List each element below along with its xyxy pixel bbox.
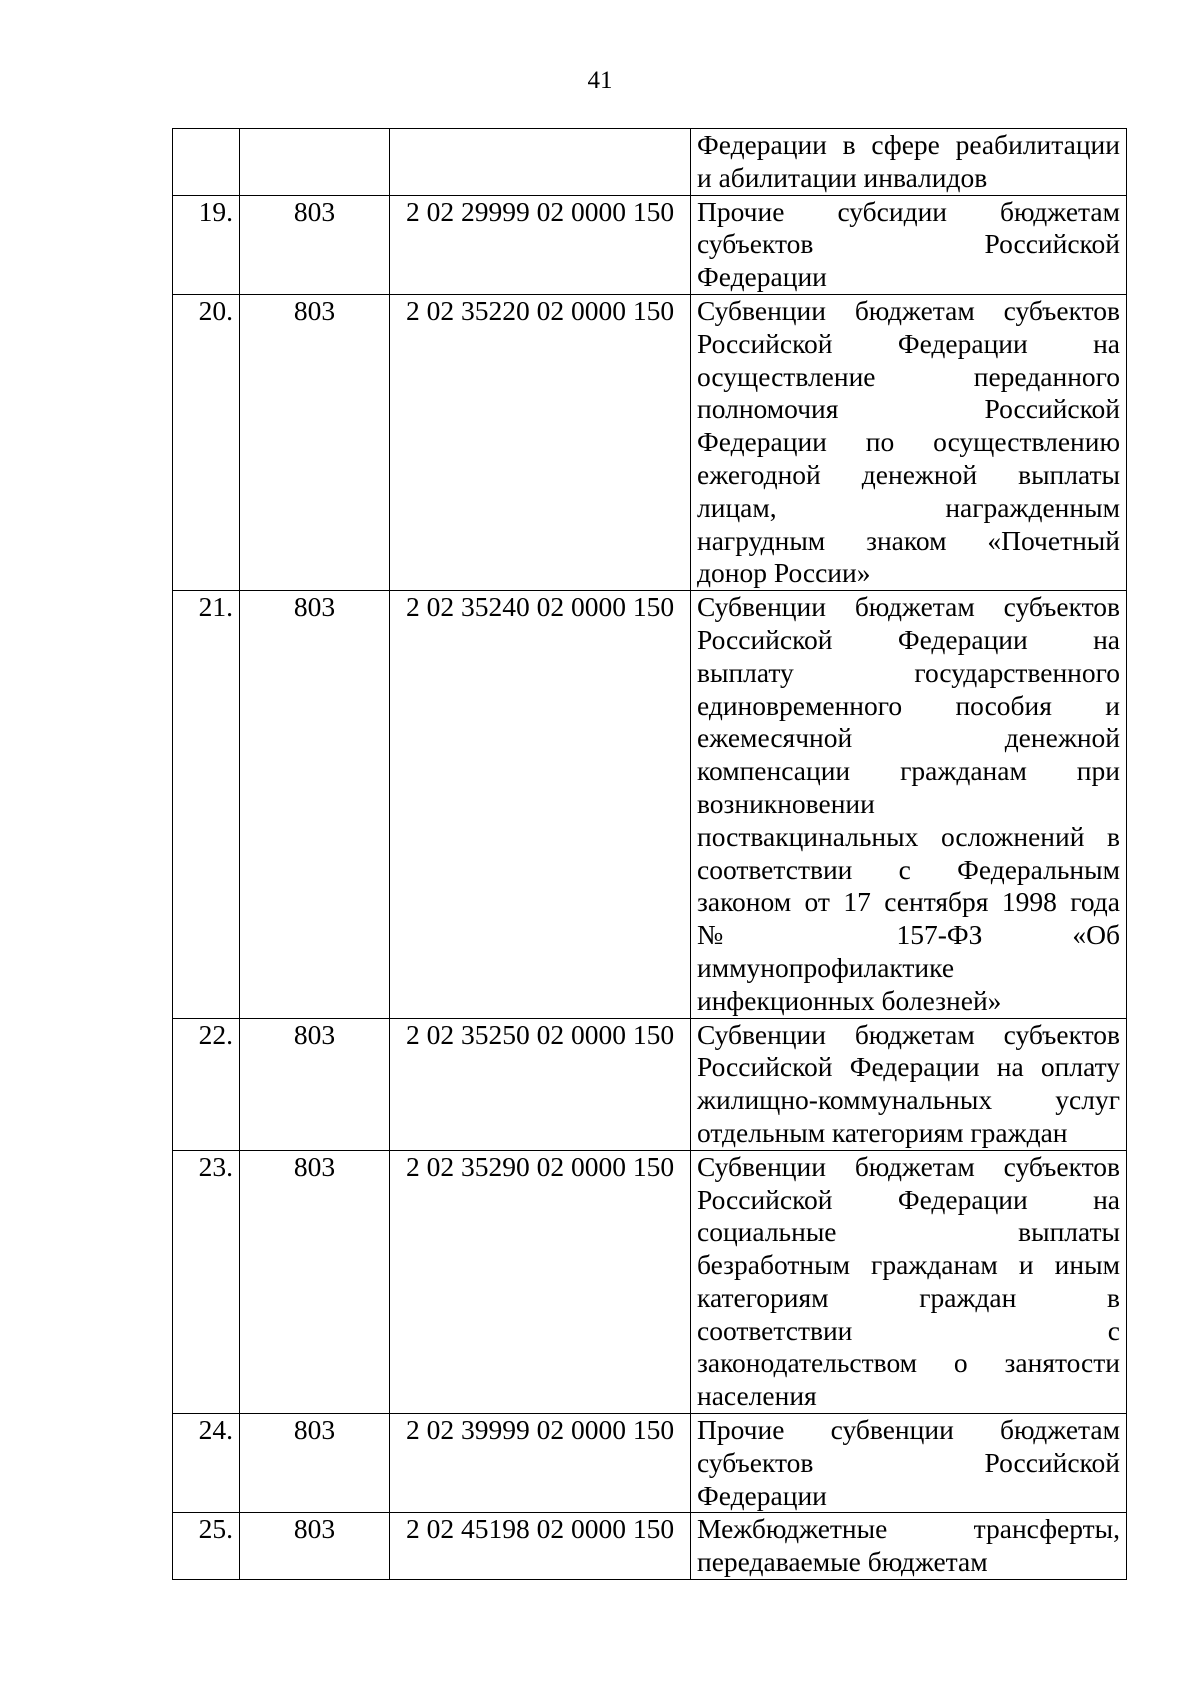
description-line: Федерации в сфере реабилитации [697, 129, 1120, 160]
description-line: поствакцинальных осложнений в [697, 820, 1120, 852]
description-line: донор России» [697, 557, 871, 589]
description-line: иммунопрофилактике [697, 951, 955, 983]
page-number: 41 [587, 67, 613, 94]
description-line: Прочие субсидии бюджетам [697, 195, 1120, 227]
budget-classification-code-cell: 2 02 35290 02 0000 150 [390, 1150, 691, 1413]
description-line: населения [697, 1380, 817, 1412]
row-number-cell: 24. [173, 1414, 240, 1513]
budget-classification-code-cell: 2 02 35250 02 0000 150 [390, 1018, 691, 1150]
description-line: и абилитации инвалидов [697, 161, 988, 193]
revenue-description-cell [691, 591, 1127, 1018]
description-line: инфекционных болезней» [697, 984, 1002, 1016]
description-line: безработным гражданам и иным [697, 1249, 1120, 1281]
description-line: передаваемые бюджетам [697, 1546, 988, 1578]
revenue-description-cell [691, 1414, 1127, 1513]
administrator-code-cell: 803 [240, 1414, 390, 1513]
description-line: Субвенции бюджетам субъектов [697, 1018, 1120, 1050]
description-line: категориям граждан в [697, 1281, 1120, 1313]
budget-classification-code-cell: 2 02 35220 02 0000 150 [390, 294, 691, 590]
description-line: полномочия Российской [697, 393, 1120, 425]
row-number-cell: 23. [173, 1150, 240, 1413]
description-line: Федерации по осуществлению [697, 426, 1120, 458]
description-line: жилищно-коммунальных услуг [697, 1084, 1120, 1116]
description-line: социальные выплаты [697, 1216, 1120, 1248]
table-row [173, 591, 1127, 1018]
budget-classification-code-cell: 2 02 39999 02 0000 150 [390, 1414, 691, 1513]
description-line: Субвенции бюджетам субъектов [697, 1150, 1120, 1182]
description-line: единовременного пособия и [697, 689, 1120, 721]
administrator-code-cell: 803 [240, 591, 390, 1018]
budget-code-table [172, 128, 1127, 1580]
description-line: Прочие субвенции бюджетам [697, 1414, 1120, 1446]
row-number-cell: 25. [173, 1513, 240, 1580]
row-number-cell: 20. [173, 294, 240, 590]
description-line: Межбюджетные трансферты, [697, 1513, 1120, 1545]
description-line: № 157-ФЗ «Об [697, 919, 1120, 951]
budget-classification-code-cell: 2 02 35240 02 0000 150 [390, 591, 691, 1018]
description-line: законодательством о занятости [697, 1347, 1120, 1379]
budget-classification-code-cell [390, 129, 691, 196]
administrator-code-cell: 803 [240, 294, 390, 590]
description-line: Федерации [697, 261, 827, 293]
description-line: Российской Федерации на [697, 1183, 1120, 1215]
table-row [173, 195, 1127, 294]
description-line: Субвенции бюджетам субъектов [697, 294, 1120, 326]
table-row [173, 1414, 1127, 1513]
description-line: соответствии с Федеральным [697, 853, 1120, 885]
revenue-description-cell [691, 294, 1127, 590]
description-line: законом от 17 сентября 1998 года [697, 886, 1120, 918]
table-row [173, 1018, 1127, 1150]
description-line: субъектов Российской [697, 228, 1120, 260]
description-line: возникновении [697, 787, 875, 819]
description-line: компенсации гражданам при [697, 755, 1120, 787]
administrator-code-cell: 803 [240, 1150, 390, 1413]
table-body [173, 129, 1127, 1580]
revenue-description-cell [691, 1018, 1127, 1150]
table-row [173, 1513, 1127, 1580]
table-row [173, 1150, 1127, 1413]
description-line: осуществление переданного [697, 360, 1120, 392]
row-number-cell: 19. [173, 195, 240, 294]
administrator-code-cell: 803 [240, 1018, 390, 1150]
administrator-code-cell: 803 [240, 1513, 390, 1580]
administrator-code-cell: 803 [240, 195, 390, 294]
administrator-code-cell [240, 129, 390, 196]
description-line: нагрудным знаком «Почетный [697, 524, 1120, 556]
revenue-description-cell [691, 195, 1127, 294]
description-line: Российской Федерации на [697, 327, 1120, 359]
description-line: отдельным категориям граждан [697, 1116, 1068, 1148]
description-line: Российской Федерации на оплату [697, 1051, 1120, 1083]
description-line: Субвенции бюджетам субъектов [697, 591, 1120, 623]
budget-classification-code-cell: 2 02 45198 02 0000 150 [390, 1513, 691, 1580]
description-line: ежемесячной денежной [697, 722, 1120, 754]
revenue-description-cell [691, 1150, 1127, 1413]
description-line: соответствии с [697, 1314, 1120, 1346]
description-line: Федерации [697, 1479, 827, 1511]
table-row [173, 129, 1127, 196]
description-line: ежегодной денежной выплаты [697, 458, 1120, 490]
row-number-cell: 22. [173, 1018, 240, 1150]
description-line: Российской Федерации на [697, 623, 1120, 655]
description-line: субъектов Российской [697, 1446, 1120, 1478]
description-line: лицам, награжденным [697, 491, 1120, 523]
table-row [173, 294, 1127, 590]
budget-classification-code-cell: 2 02 29999 02 0000 150 [390, 195, 691, 294]
description-line: выплату государственного [697, 656, 1120, 688]
revenue-description-cell [691, 1513, 1127, 1580]
row-number-cell: 21. [173, 591, 240, 1018]
row-number-cell [173, 129, 240, 196]
revenue-description-cell [691, 129, 1127, 196]
